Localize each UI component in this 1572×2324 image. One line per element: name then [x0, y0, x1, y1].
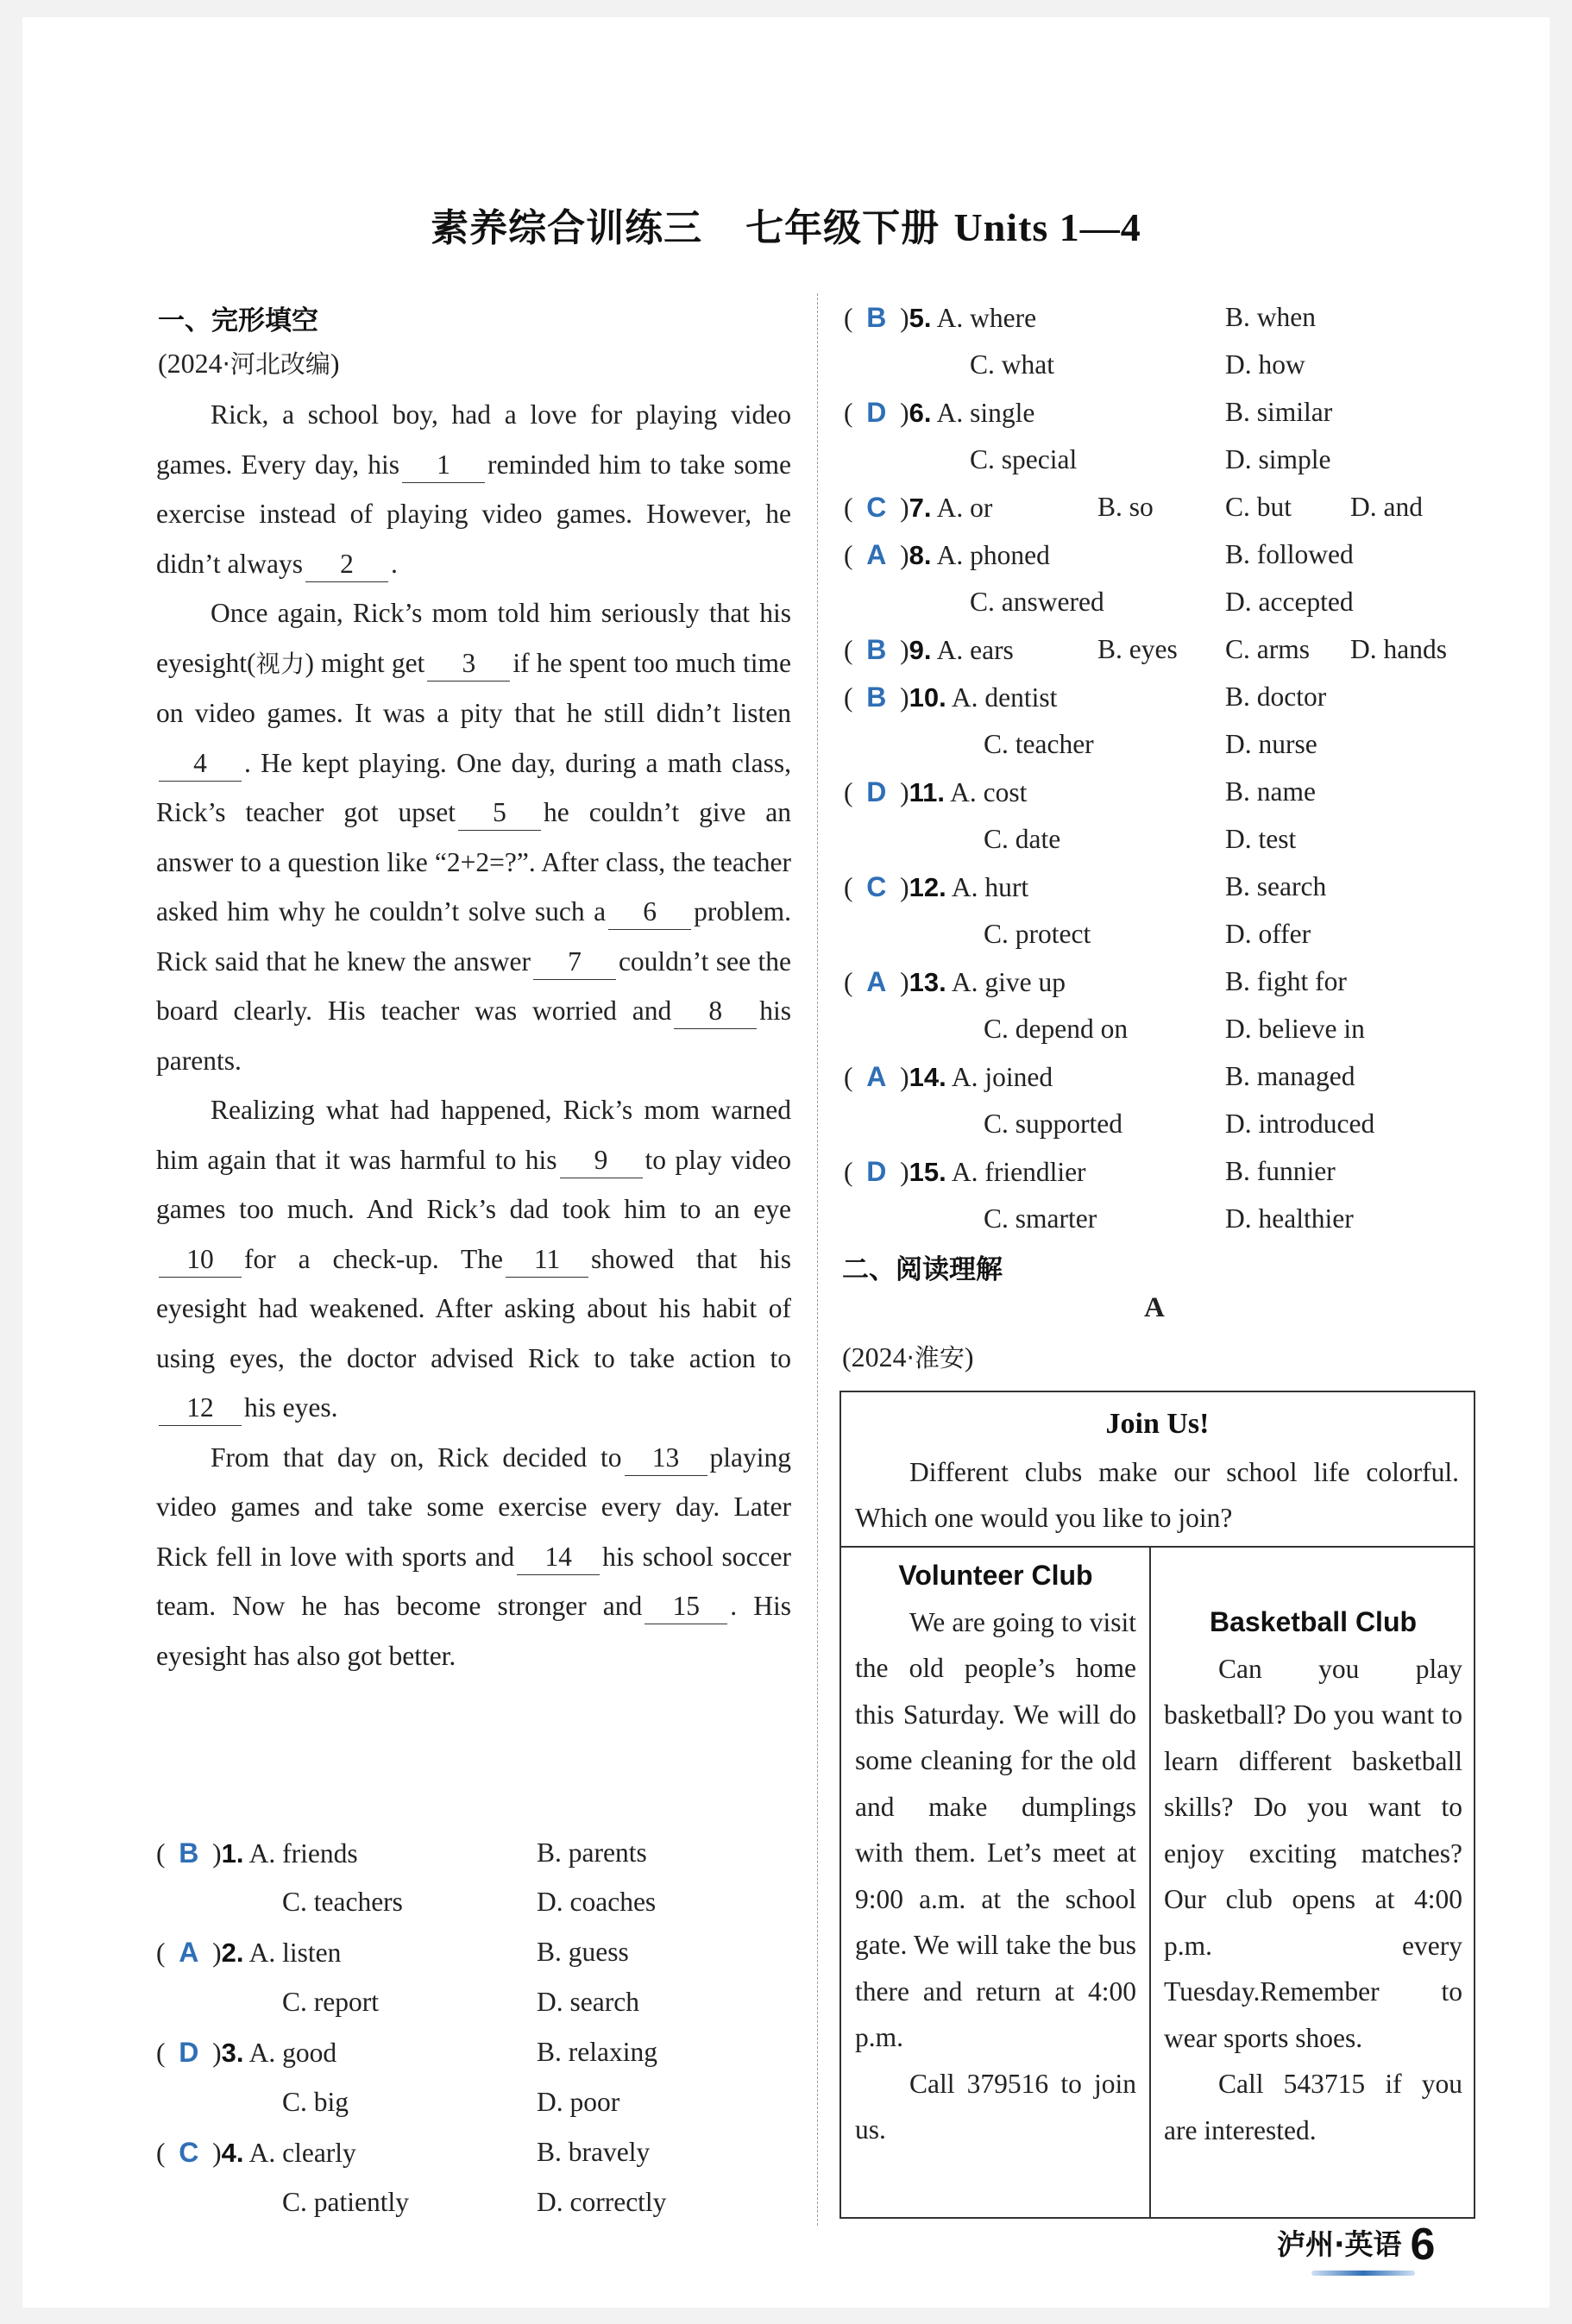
option-5c: C. what: [970, 349, 1054, 380]
question-12: ( C )12. A. hurt: [844, 871, 1029, 902]
blank-11: 11: [506, 1242, 588, 1278]
answer-12: C: [866, 871, 887, 902]
option-9c: C. arms: [1225, 634, 1310, 664]
option-8b: B. followed: [1225, 539, 1354, 569]
option-2b: B. guess: [537, 1937, 629, 1967]
basketball-club: [1164, 1599, 1462, 2153]
blank-1: 1: [402, 448, 485, 483]
blank-15: 15: [645, 1589, 727, 1624]
option-7b: B. so: [1097, 492, 1154, 522]
option-10b: B. doctor: [1225, 681, 1327, 712]
basketball-club-title: Basketball Club: [1209, 1606, 1418, 1637]
answer-8: A: [866, 539, 887, 570]
answer-2: A: [179, 1937, 199, 1968]
question-6: ( D )6. A. single: [844, 397, 1035, 428]
answer-11: D: [866, 776, 887, 807]
option-12d: D. offer: [1225, 919, 1311, 949]
question-1: ( B )1. A. friends: [156, 1837, 358, 1869]
option-2d: D. search: [537, 1987, 639, 2017]
blank-2: 2: [305, 547, 388, 582]
answer-5: B: [866, 302, 887, 333]
basketball-club-call: Call 543715 if you are interested.: [1164, 2069, 1462, 2145]
blank-6: 6: [608, 895, 691, 930]
footer-label: 泸州·英语: [1277, 2227, 1402, 2261]
option-1d: D. coaches: [537, 1887, 657, 1917]
paragraph-3: Realizing what had happened, Rick’s mom warned him again that it was harmful to his 9 to play video games too much. And Rick’s dad took him to an eye10 for a check-up. The 11 showed that his eyesight had weakened. After asking about his habit of using eyes, the doctor advised Rick to take action to12 his eyes.: [156, 1085, 791, 1433]
title-main: 素养综合训练三: [431, 206, 703, 250]
blank-8: 8: [674, 994, 757, 1029]
question-10: ( B )10. A. dentist: [844, 681, 1058, 713]
title-grade: 七年级下册: [745, 206, 940, 250]
reading-heading: 二、阅读理解: [842, 1254, 1003, 1285]
option-12b: B. search: [1225, 871, 1327, 901]
question-15: ( D )15. A. friendlier: [844, 1156, 1086, 1187]
option-8c: C. answered: [970, 587, 1104, 617]
cloze-source: (2024·河北改编): [158, 348, 340, 379]
option-7c: C. but: [1225, 492, 1292, 522]
option-8d: D. accepted: [1225, 587, 1354, 617]
option-13c: C. depend on: [984, 1014, 1129, 1044]
option-11d: D. test: [1225, 824, 1297, 854]
column-divider: [817, 293, 819, 2226]
box-divider-vertical: [1149, 1546, 1151, 2219]
paragraph-1: Rick, a school boy, had a love for playing video games. Every day, his 1 reminded him to take some exercise instead of playing video games. However, he didn’t always 2 .: [156, 390, 791, 588]
blank-12: 12: [159, 1391, 242, 1426]
blank-14: 14: [517, 1540, 600, 1575]
title-units: Units 1—4: [953, 205, 1141, 249]
option-6b: B. similar: [1225, 397, 1333, 427]
option-4b: B. bravely: [537, 2137, 651, 2167]
volunteer-club-title: Volunteer Club: [898, 1560, 1093, 1591]
question-2: ( A )2. A. listen: [156, 1937, 342, 1968]
blank-7: 7: [533, 945, 616, 980]
option-3b: B. relaxing: [537, 2037, 657, 2067]
question-7: ( C )7. A. or: [844, 492, 993, 523]
option-14b: B. managed: [1225, 1061, 1355, 1091]
question-14: ( A )14. A. joined: [844, 1061, 1053, 1092]
option-11c: C. date: [984, 824, 1061, 854]
option-14c: C. supported: [984, 1109, 1122, 1139]
page-footer: [1277, 2219, 1435, 2271]
option-3d: D. poor: [537, 2087, 620, 2117]
paragraph-2: Once again, Rick’s mom told him seriously that his eyesight(视力) might get 3 if he spent too much time on video games. It was a pity that he still didn’t listen4 . He kept playing. One day, during a math class, Rick’s teacher got upset 5 he couldn’t give an answer to a question like “2+2=?”. After class, the teacher asked him why he couldn’t solve such a 6 problem. Rick said that he knew the answer 7 couldn’t see the board clearly. His teacher was worried and 8 his parents.: [156, 598, 792, 1076]
option-2c: C. report: [282, 1987, 379, 2017]
question-5: ( B )5. A. where: [844, 302, 1037, 333]
basketball-club-text: Can you play basketball? Do you want to learn different basketball skills? Do you want to enjoy exciting matches? Our club opens at 4:00 p.m. every Tuesday.Remember to wear sports shoes.: [1164, 1653, 1462, 2053]
option-5b: B. when: [1225, 302, 1316, 332]
question-13: ( A )13. A. give up: [844, 966, 1066, 997]
answer-1: B: [179, 1837, 199, 1869]
option-12c: C. protect: [984, 919, 1091, 949]
volunteer-club-call: Call 379516 to join us.: [855, 2068, 1136, 2145]
option-6d: D. simple: [1225, 444, 1331, 474]
option-9b: B. eyes: [1097, 634, 1178, 664]
answer-9: B: [866, 634, 887, 665]
option-13b: B. fight for: [1225, 966, 1347, 996]
answer-10: B: [866, 681, 887, 713]
option-11b: B. name: [1225, 776, 1316, 807]
join-title: Join Us!: [1105, 1408, 1210, 1440]
answer-15: D: [866, 1156, 887, 1187]
answer-6: D: [866, 397, 887, 428]
option-10d: D. nurse: [1225, 729, 1317, 759]
option-15c: C. smarter: [984, 1203, 1097, 1234]
answer-4: C: [179, 2137, 199, 2168]
answer-3: D: [179, 2037, 199, 2068]
cloze-heading: 一、完形填空: [158, 305, 318, 336]
paragraph-4: From that day on, Rick decided to 13 playing video games and take some exercise every day. Later Rick fell in love with sports and 14 his school soccer team. Now he has become stronger and 15 . His eyesight has also got better.: [156, 1442, 791, 1671]
option-15d: D. healthier: [1225, 1203, 1354, 1234]
option-7d: D. and: [1350, 492, 1423, 522]
option-4d: D. correctly: [537, 2187, 667, 2217]
blank-4: 4: [159, 746, 242, 782]
box-divider-horizontal: [841, 1546, 1474, 1548]
option-13d: D. believe in: [1225, 1014, 1365, 1044]
volunteer-club-text: We are going to visit the old people’s home this Saturday. We will do some cleaning for the old and make dumplings with them. Let’s meet at 9:00 a.m. at the school gate. We will take the bus there and return at 4:00 p.m.: [855, 1606, 1136, 2052]
blank-13: 13: [625, 1441, 707, 1476]
question-11: ( D )11. A. cost: [844, 776, 1028, 807]
option-1b: B. parents: [537, 1837, 647, 1868]
blank-3: 3: [427, 646, 510, 681]
reading-part-label: A: [1144, 1292, 1165, 1323]
volunteer-club: [855, 1553, 1136, 2153]
page-title: [0, 197, 1572, 252]
option-4c: C. patiently: [282, 2187, 409, 2217]
footer-decoration: [1311, 2271, 1415, 2276]
option-10c: C. teacher: [984, 729, 1094, 759]
blank-9: 9: [560, 1143, 643, 1178]
cloze-passage: [156, 390, 791, 1680]
join-us-box: [839, 1391, 1475, 2219]
option-5d: D. how: [1225, 349, 1305, 380]
question-9: ( B )9. A. ears: [844, 634, 1014, 665]
option-6c: C. special: [970, 444, 1078, 474]
question-3: ( D )3. A. good: [156, 2037, 337, 2068]
answer-14: A: [866, 1061, 887, 1092]
option-3c: C. big: [282, 2087, 349, 2117]
option-1c: C. teachers: [282, 1887, 403, 1917]
question-4: ( C )4. A. clearly: [156, 2137, 356, 2168]
option-9d: D. hands: [1350, 634, 1447, 664]
page-number: 6: [1410, 2220, 1436, 2270]
join-intro: Different clubs make our school life colorful. Which one would you like to join?: [855, 1457, 1459, 1533]
answer-7: C: [866, 492, 887, 523]
reading-source: (2024·淮安): [842, 1341, 974, 1372]
blank-10: 10: [159, 1242, 242, 1278]
answer-13: A: [866, 966, 887, 997]
question-8: ( A )8. A. phoned: [844, 539, 1050, 570]
option-14d: D. introduced: [1225, 1109, 1375, 1139]
blank-5: 5: [458, 795, 541, 831]
option-15b: B. funnier: [1225, 1156, 1336, 1186]
